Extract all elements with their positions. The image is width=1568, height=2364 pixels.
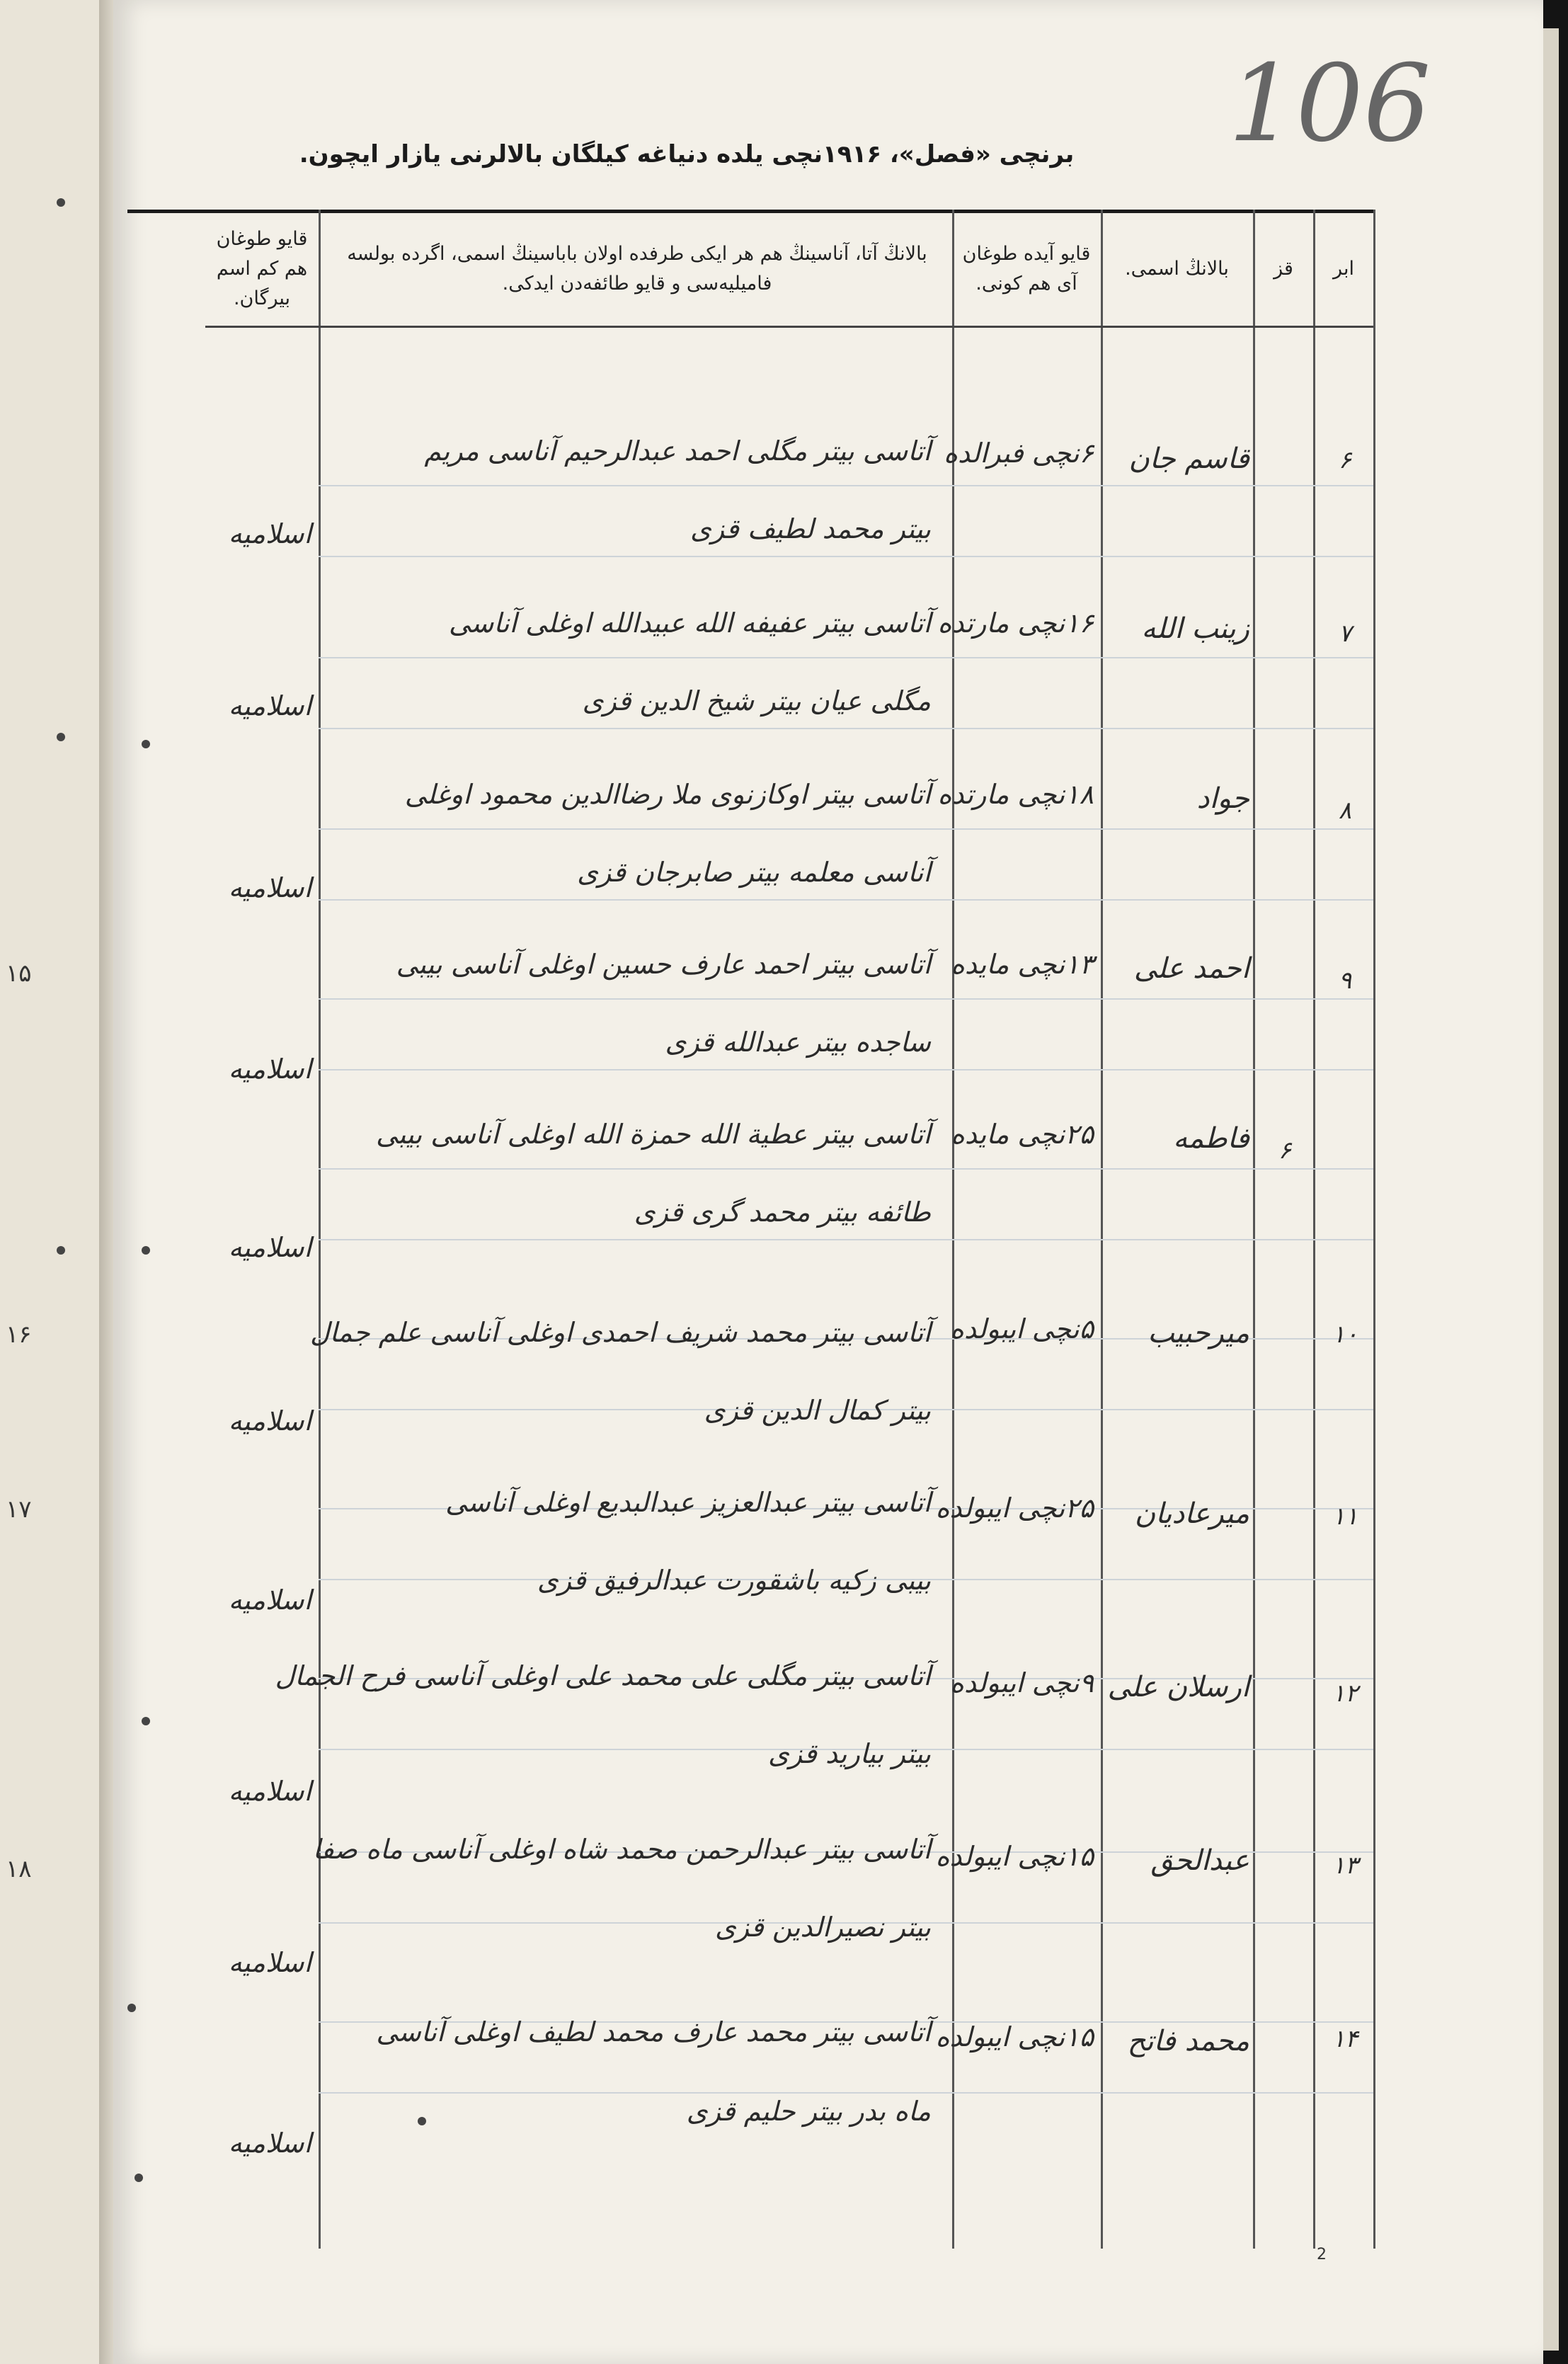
birth-date: ۱۸نچی مارتده: [937, 779, 1094, 810]
child-name: زینب الله: [1141, 612, 1249, 645]
ink-dot: [57, 733, 65, 741]
birth-date: ۵نچی ایبولده: [950, 1313, 1094, 1344]
parents-line: بیتر نصیرالدین قزی: [714, 1912, 931, 1943]
parents-line: بیتر بیارید قزی: [767, 1738, 931, 1769]
parents-line: آتاسی بیتر عبدالرحمن محمد شاه اوغلی آناسی ماه صفا: [312, 1834, 931, 1865]
entry-number: ۷: [1338, 619, 1352, 648]
parents-line: آتاسی بیتر اوکازنوی ملا رضاالدین محمود اوغلی: [404, 779, 931, 810]
child-name: قاسم جان: [1128, 442, 1249, 475]
parents-line: طائفه بیتر محمد گری قزی: [634, 1197, 931, 1228]
ruled-line: [319, 899, 1373, 901]
column-divider: [1101, 210, 1103, 2249]
birth-date: ۲۵نچی ایبولده: [935, 1492, 1094, 1524]
parents-line: آتاسی بیتر محمد عارف محمد لطیف اوغلی آناسی: [376, 2016, 931, 2048]
ink-dot: [142, 1717, 150, 1725]
child-name: عبدالحق: [1150, 1844, 1249, 1877]
page-edge: [1543, 28, 1559, 2351]
parents-line: بیتر کمال الدین قزی: [704, 1395, 931, 1426]
birth-date: ۱۶نچی مارتده: [937, 607, 1094, 639]
page-heading: برنچی «فصل»، ۱۹۱۶نچی یلده دنیاغه کیلگان بالالرنی یازار ایچون.: [299, 140, 1075, 169]
ruled-line: [319, 728, 1373, 729]
namer: اسلامیه: [228, 1405, 311, 1437]
column-divider: [1313, 210, 1315, 2249]
ink-dot: [57, 198, 65, 207]
ruled-line: [319, 485, 1373, 486]
ruled-line: [319, 556, 1373, 557]
child-name: میرحبیب: [1148, 1317, 1249, 1349]
birth-date: ۶نچی فبرالده: [944, 438, 1094, 469]
parents-line: ساجده بیتر عبدالله قزی: [665, 1027, 931, 1058]
parents-line: آتاسی بیتر احمد عارف حسین اوغلی آناسی بیبی: [396, 949, 931, 980]
birth-date: ۱۵نچی ایبولده: [935, 2021, 1094, 2052]
child-name: ارسلان علی: [1107, 1671, 1249, 1703]
ink-dot: [57, 1246, 65, 1255]
namer: اسلامیه: [228, 1776, 311, 1807]
margin-mark: ۱۵: [6, 959, 32, 988]
column-divider: [319, 210, 321, 2249]
girl-number: ۶: [1278, 1136, 1292, 1165]
footer-mark: 2: [1317, 2246, 1327, 2263]
entry-number: ۱۰: [1332, 1320, 1358, 1349]
child-name: جواد: [1196, 782, 1249, 815]
ruled-line: [319, 1239, 1373, 1240]
birth-date: ۲۵نچی مایده: [950, 1119, 1094, 1150]
ruled-line: [319, 998, 1373, 1000]
parents-line: بیبی زکیه باشقورت عبدالرفیق قزی: [537, 1565, 931, 1596]
parents-line: آتاسی بیتر مگلی علی محمد علی اوغلی آناسی فرح الجمال: [275, 1660, 931, 1691]
margin-mark: ۱۶: [6, 1320, 32, 1349]
entry-number: ۹: [1338, 966, 1352, 995]
entry-number: ۱۳: [1332, 1851, 1358, 1880]
margin-mark: ۱۸: [6, 1855, 32, 1883]
column-divider: [1253, 210, 1255, 2249]
header-number: ابر: [1333, 258, 1354, 280]
ruled-line: [319, 2092, 1373, 2094]
ruled-line: [319, 1069, 1373, 1070]
parents-line: آناسی معلمه بیتر صابرجان قزی: [577, 857, 931, 888]
entry-number: ۱۲: [1332, 1679, 1358, 1708]
child-name: احمد علی: [1133, 952, 1249, 985]
entry-number: ۱۴: [1332, 2025, 1358, 2053]
ruled-line: [319, 828, 1373, 830]
entry-number: ۱۱: [1332, 1502, 1358, 1531]
parents-line: آتاسی بیتر عفیفه الله عبیدالله اوغلی آناسی: [448, 607, 931, 639]
child-name: فاطمه: [1173, 1122, 1249, 1155]
parents-line: آتاسی بیتر عطیة الله حمزة الله اوغلی آناسی بیبی: [376, 1119, 931, 1150]
namer: اسلامیه: [228, 1232, 311, 1263]
ink-dot: [135, 2174, 143, 2182]
parents-line: مگلی عیان بیتر شیخ الدین قزی: [582, 685, 931, 716]
namer: اسلامیه: [228, 872, 311, 903]
page-number: 106: [1228, 42, 1431, 166]
header-rule: [205, 326, 1373, 328]
entry-number: ۶: [1338, 446, 1352, 474]
column-divider: [1373, 210, 1375, 2249]
namer: اسلامیه: [228, 1053, 311, 1085]
parents-line: ماه بدر بیتر حلیم قزی: [686, 2096, 931, 2127]
header-child-name: بالانڭ اسمی.: [1125, 258, 1229, 280]
birth-date: ۱۵نچی ایبولده: [935, 1841, 1094, 1872]
header-birth-date: قایو آیده طوغان آی هم کونی.: [962, 243, 1091, 295]
header-parents: بالانڭ آتا، آناسینڭ هم هر ایکی طرفده اولان باباسینڭ اسمی، اگرده بولسه فامیلیه‌سی و قایو طائفه‌دن ایدکی.: [347, 243, 927, 295]
ruled-line: [319, 657, 1373, 658]
namer: اسلامیه: [228, 1947, 311, 1978]
register-page: [113, 0, 1543, 2364]
child-name: محمد فاتح: [1127, 2025, 1249, 2057]
parents-line: بیتر محمد لطیف قزی: [690, 513, 931, 544]
namer: اسلامیه: [228, 690, 311, 721]
entry-number: ۸: [1338, 796, 1352, 825]
parents-line: آتاسی بیتر محمد شریف احمدی اوغلی آناسی علم جمال: [309, 1317, 931, 1348]
namer: اسلامیه: [228, 2128, 311, 2159]
header-namer: قایو طوغان هم کم اسم بیرگان.: [216, 228, 308, 309]
ruled-line: [319, 1168, 1373, 1170]
birth-date: ۱۳نچی مایده: [950, 949, 1094, 980]
birth-date: ۹نچی ایبولده: [950, 1667, 1094, 1698]
ink-dot: [142, 1246, 150, 1255]
namer: اسلامیه: [228, 1584, 311, 1616]
ink-dot: [418, 2117, 426, 2125]
parents-line: آتاسی بیتر مگلی احمد عبدالرحیم آناسی مریم: [424, 435, 931, 467]
margin-mark: ۱۷: [6, 1495, 32, 1524]
header-girl: قز: [1274, 258, 1293, 280]
parents-line: آتاسی بیتر عبدالعزیز عبدالبدیع اوغلی آناسی: [445, 1487, 931, 1518]
column-divider: [952, 210, 954, 2249]
ink-dot: [127, 2004, 136, 2012]
namer: اسلامیه: [228, 518, 311, 549]
ink-dot: [142, 740, 150, 748]
child-name: میرعادیان: [1134, 1497, 1249, 1530]
